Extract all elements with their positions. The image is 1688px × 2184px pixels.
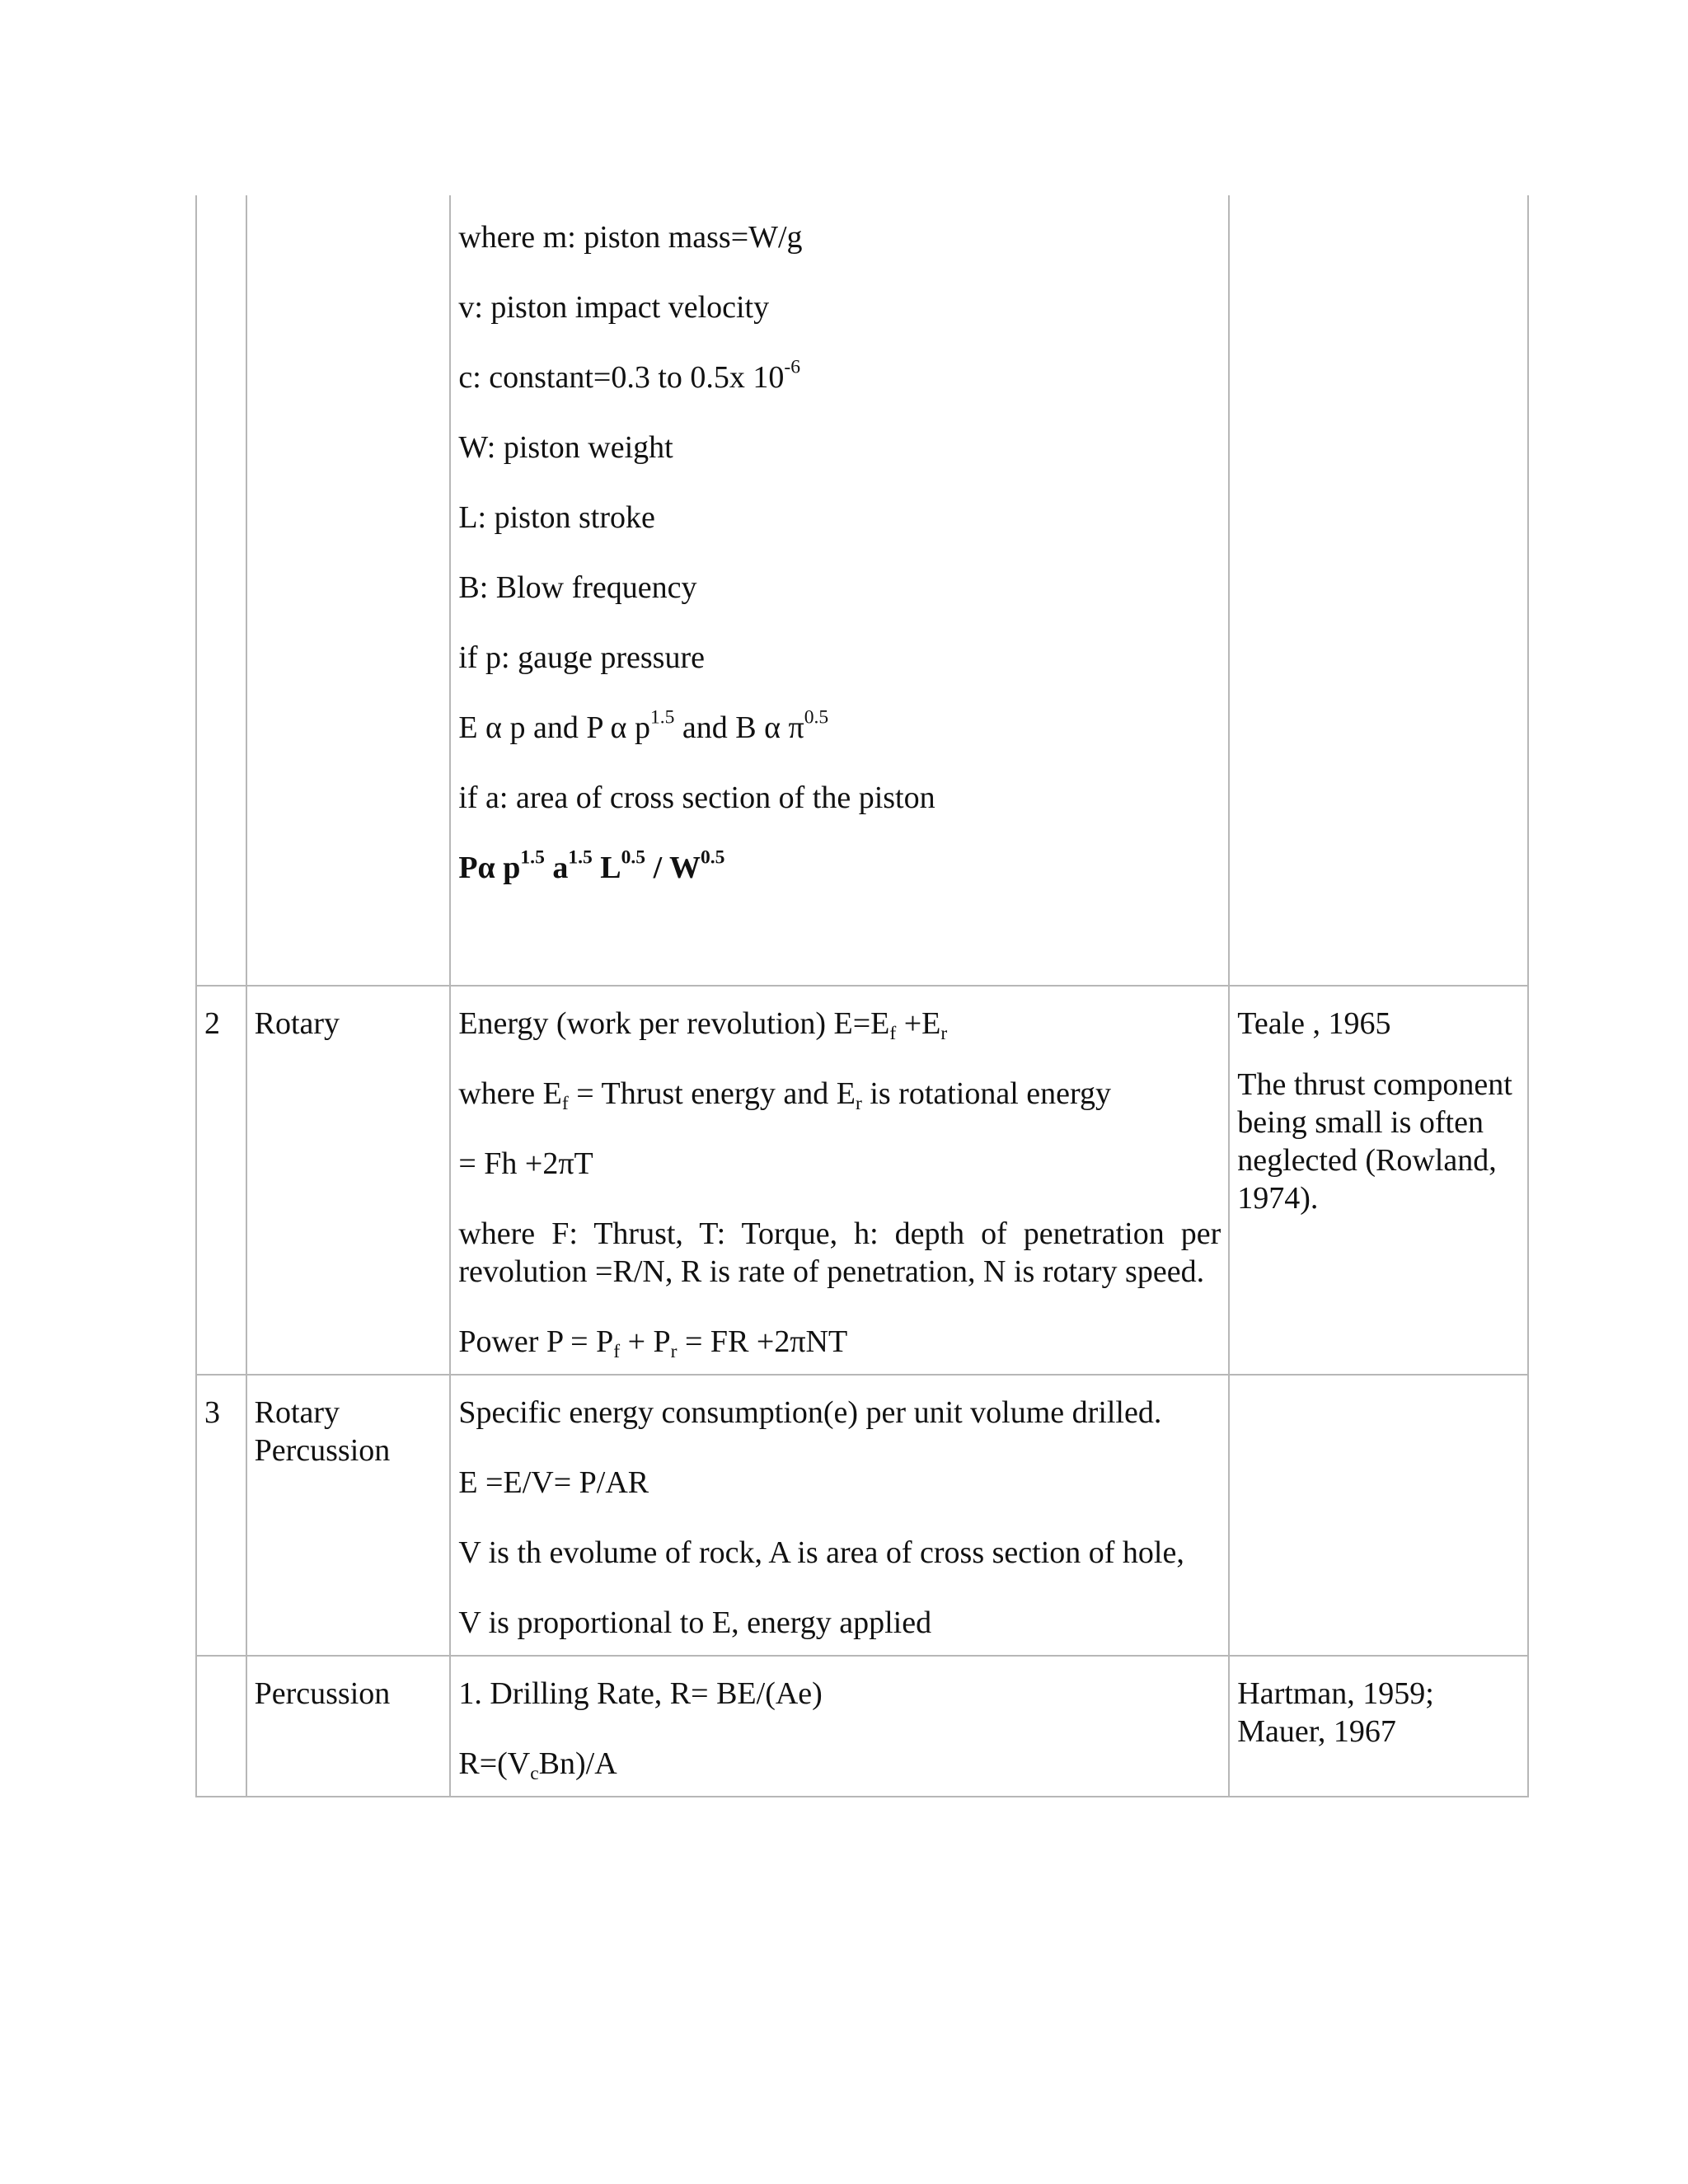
- reference-note: The thrust component being small is often neglected (Rowland, 1974).: [1237, 1067, 1512, 1216]
- table-row: [196, 986, 1528, 1375]
- serial-number-cell: 3: [196, 1375, 246, 1656]
- spacer: [458, 919, 1221, 972]
- method-cell: Rotary Percussion: [246, 1375, 451, 1656]
- equation-line: Specific energy consumption(e) per unit volume drilled.: [458, 1395, 1162, 1430]
- method-cell: [246, 195, 451, 986]
- equation-line: if a: area of cross section of the piston: [458, 780, 935, 815]
- equation-line: W: piston weight: [458, 430, 673, 465]
- equation-line: V is th evolume of rock, A is area of cross section of hole,: [458, 1535, 1184, 1570]
- equation-line: 1. Drilling Rate, R= BE/(Ae): [458, 1676, 823, 1711]
- equation-line: = Fh +2πT: [458, 1146, 593, 1181]
- equation-line: where F: Thrust, T: Torque, h: depth of penetration per revolution =R/N, R is rate of penetration, N is rotary speed.: [458, 1216, 1221, 1289]
- equation-cell: [450, 1375, 1229, 1656]
- equation-line: c: constant=0.3 to 0.5x $10^{-6}$: [458, 356, 801, 395]
- table-row: [196, 1656, 1528, 1797]
- equation-cell: [450, 986, 1229, 1375]
- equation-line: V is proportional to E, energy applied: [458, 1605, 932, 1640]
- reference-cell: [1229, 986, 1528, 1375]
- equation-line: v: piston impact velocity: [458, 290, 770, 325]
- reference-cell: [1229, 1656, 1528, 1797]
- table-row: [196, 1375, 1528, 1656]
- equation-line: E α p and P α $p^{1.5}$ and B α $\pi^{0.5}$: [458, 706, 829, 745]
- equation-line: $R=(V_cBn)/A$: [458, 1746, 617, 1785]
- method-cell: Percussion: [246, 1656, 451, 1797]
- serial-number-cell: [196, 1656, 246, 1797]
- equation-line: E =E/V= P/AR: [458, 1465, 649, 1500]
- equation-line: L: piston stroke: [458, 500, 655, 535]
- table-row: [196, 195, 1528, 986]
- equation-line: if p: gauge pressure: [458, 640, 705, 675]
- equation-line: where m: piston mass=W/g: [458, 220, 803, 255]
- equation-line-bold: Pα $p^{1.5}$ $a^{1.5}$ $L^{0.5} / W^{0.5}$: [458, 846, 725, 885]
- equation-line: Power $P = P_f + P_r$ = FR +2πNT: [458, 1324, 848, 1363]
- equation-cell: [450, 1656, 1229, 1797]
- reference-text: Teale , 1965: [1237, 1006, 1391, 1041]
- serial-number-cell: [196, 195, 246, 986]
- reference-text: Hartman, 1959; Mauer, 1967: [1237, 1676, 1434, 1749]
- equation-line: Energy (work per revolution) $E=E_f +E_r$: [458, 1006, 948, 1045]
- equation-line: B: Blow frequency: [458, 570, 697, 605]
- method-equation-table: [195, 195, 1529, 1797]
- method-cell: Rotary: [246, 986, 451, 1375]
- equation-cell: [450, 195, 1229, 986]
- serial-number-cell: 2: [196, 986, 246, 1375]
- reference-cell: [1229, 1375, 1528, 1656]
- equation-line: where $E_f$ = Thrust energy and $E_r$ is rotational energy: [458, 1076, 1111, 1115]
- reference-cell: [1229, 195, 1528, 986]
